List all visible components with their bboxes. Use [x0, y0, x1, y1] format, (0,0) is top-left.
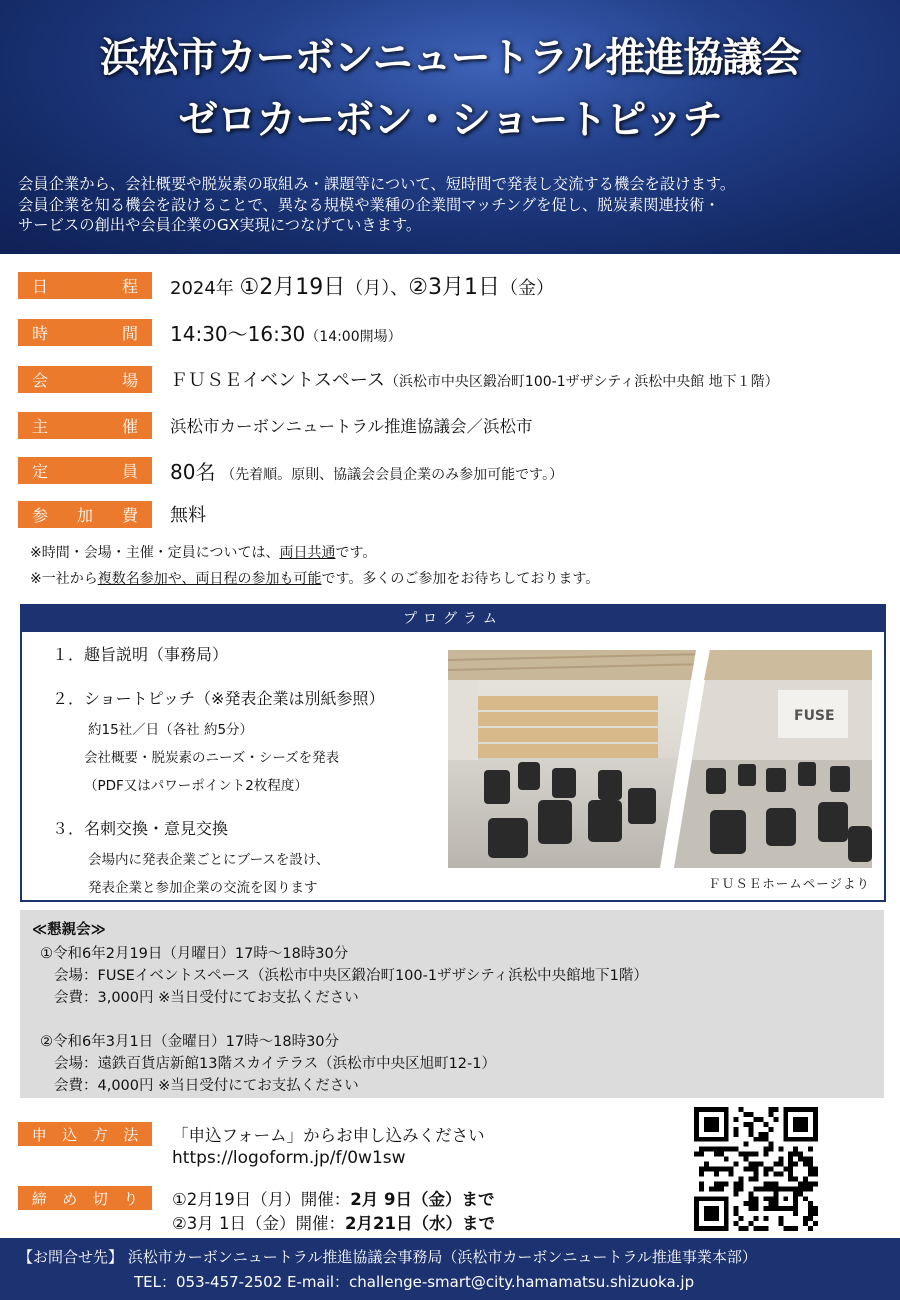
deadline-label: 締 め 切 り	[18, 1186, 152, 1210]
qr-code-icon[interactable]	[694, 1107, 818, 1231]
venue-photo-illustration	[448, 650, 872, 868]
apply-label: 申 込 方 法	[18, 1122, 152, 1146]
time-label: 時 間	[18, 319, 152, 346]
program-heading: プログラム	[22, 606, 884, 632]
program-sub: 発表企業と参加企業の交流を図ります	[88, 880, 318, 896]
note-line: ※一社から複数名参加や、両日程の参加も可能です。多くのご参加をお待ちしております。	[30, 571, 600, 587]
host-row	[18, 411, 533, 439]
deadline-line-2: ②3月 1日（金）開催：2月21日（水）まで	[172, 1214, 495, 1233]
capacity-value: 80名 （先着順。原則、協議会会員企業のみ参加可能です。）	[170, 459, 564, 484]
fee-label: 参 加 費	[18, 501, 152, 528]
contact-line-2: TEL：053-457-2502 E-mail：challenge-smart@city.hamamatsu.shizuoka.jp	[134, 1273, 695, 1291]
venue-label: 会 場	[18, 366, 152, 393]
apply-url-link[interactable]: https://logoform.jp/f/0w1sw	[172, 1148, 406, 1168]
reception-line: 会場：FUSEイベントスペース（浜松市中央区鍛冶町100-1ザザシティ浜松中央館地下1階）	[54, 968, 648, 984]
reception-line: 会費：4,000円 ※当日受付にてお支払ください	[54, 1078, 359, 1094]
apply-label-wrap	[18, 1122, 152, 1146]
time-row	[18, 318, 402, 346]
program-sub: 約15社／日（各社 約5分）	[88, 722, 254, 738]
reception-line: 会場：遠鉄百貨店新館13階スカイテラス（浜松市中央区旭町12-1）	[54, 1056, 496, 1072]
fee-value: 無料	[170, 505, 206, 526]
program-sub: 会社概要・脱炭素のニーズ・シーズを発表	[84, 750, 340, 766]
event-title-line2: ゼロカーボン・ショートピッチ	[178, 97, 722, 143]
header-banner	[0, 0, 900, 254]
contact-line-1: 【お問合せ先】 浜松市カーボンニュートラル推進協議会事務局（浜松市カーボンニュートラル推進事業本部）	[18, 1248, 757, 1266]
capacity-label: 定 員	[18, 457, 152, 484]
intro-line: サービスの創出や会員企業のGX実現につなげていきます。	[18, 216, 422, 234]
program-box	[20, 604, 886, 902]
qr-code-graphic	[694, 1107, 818, 1231]
intro-line: 会員企業から、会社概要や脱炭素の取組み・課題等について、短時間で発表し交流する機会を設けます。	[18, 175, 736, 193]
program-sub: （PDF又はパワーポイント2枚程度）	[84, 778, 308, 794]
capacity-row	[18, 456, 563, 484]
intro-line: 会員企業を知る機会を設けることで、異なる規模や業種の企業間マッチングを促し、脱炭素関連技術・	[18, 195, 720, 214]
venue-photo	[448, 650, 872, 868]
reception-line: ①令和6年2月19日（月曜日）17時～18時30分	[40, 946, 349, 962]
reception-line: ②令和6年3月1日（金曜日）17時～18時30分	[40, 1034, 340, 1050]
time-value: 14:30～16:30（14:00開場）	[170, 321, 402, 346]
venue-row	[18, 365, 779, 393]
program-item-2: ２．ショートピッチ（※発表企業は別紙参照）	[52, 689, 385, 708]
program-item-3: ３．名刺交換・意見交換	[52, 819, 229, 838]
deadline-label-wrap	[18, 1186, 152, 1210]
apply-instruction: 「申込フォーム」からお申し込みください	[172, 1126, 485, 1145]
date-value: 2024年 ①2月19日（月）、②3月1日（金）	[170, 274, 554, 300]
reception-line: 会費：3,000円 ※当日受付にてお支払ください	[54, 990, 359, 1006]
host-value: 浜松市カーボンニュートラル推進協議会／浜松市	[170, 417, 533, 436]
reception-box	[20, 910, 884, 1098]
deadline-line-1: ①2月19日（月）開催：2月 9日（金）まで	[172, 1190, 495, 1209]
event-title-line1: 浜松市カーボンニュートラル推進協議会	[99, 35, 801, 81]
note-line: ※時間・会場・主催・定員については、両日共通です。	[30, 545, 377, 561]
date-row	[18, 271, 554, 299]
fee-row	[18, 500, 206, 528]
host-label: 主 催	[18, 412, 152, 439]
program-item-1: １．趣旨説明（事務局）	[52, 645, 229, 664]
photo-fuse-logo: FUSE	[794, 708, 835, 724]
intro-text	[18, 174, 888, 236]
notes	[30, 540, 599, 592]
program-sub: 会場内に発表企業ごとにブースを設け、	[88, 852, 330, 868]
photo-caption: ＦＵＳＥホームページより	[708, 876, 870, 891]
contact-footer	[0, 1238, 900, 1300]
date-label: 日 程	[18, 272, 152, 299]
reception-title: ≪懇親会≫	[32, 922, 106, 938]
venue-value: ＦＵＳＥイベントスペース（浜松市中央区鍛冶町100-1ザザシティ浜松中央館 地下１階）	[170, 370, 779, 391]
